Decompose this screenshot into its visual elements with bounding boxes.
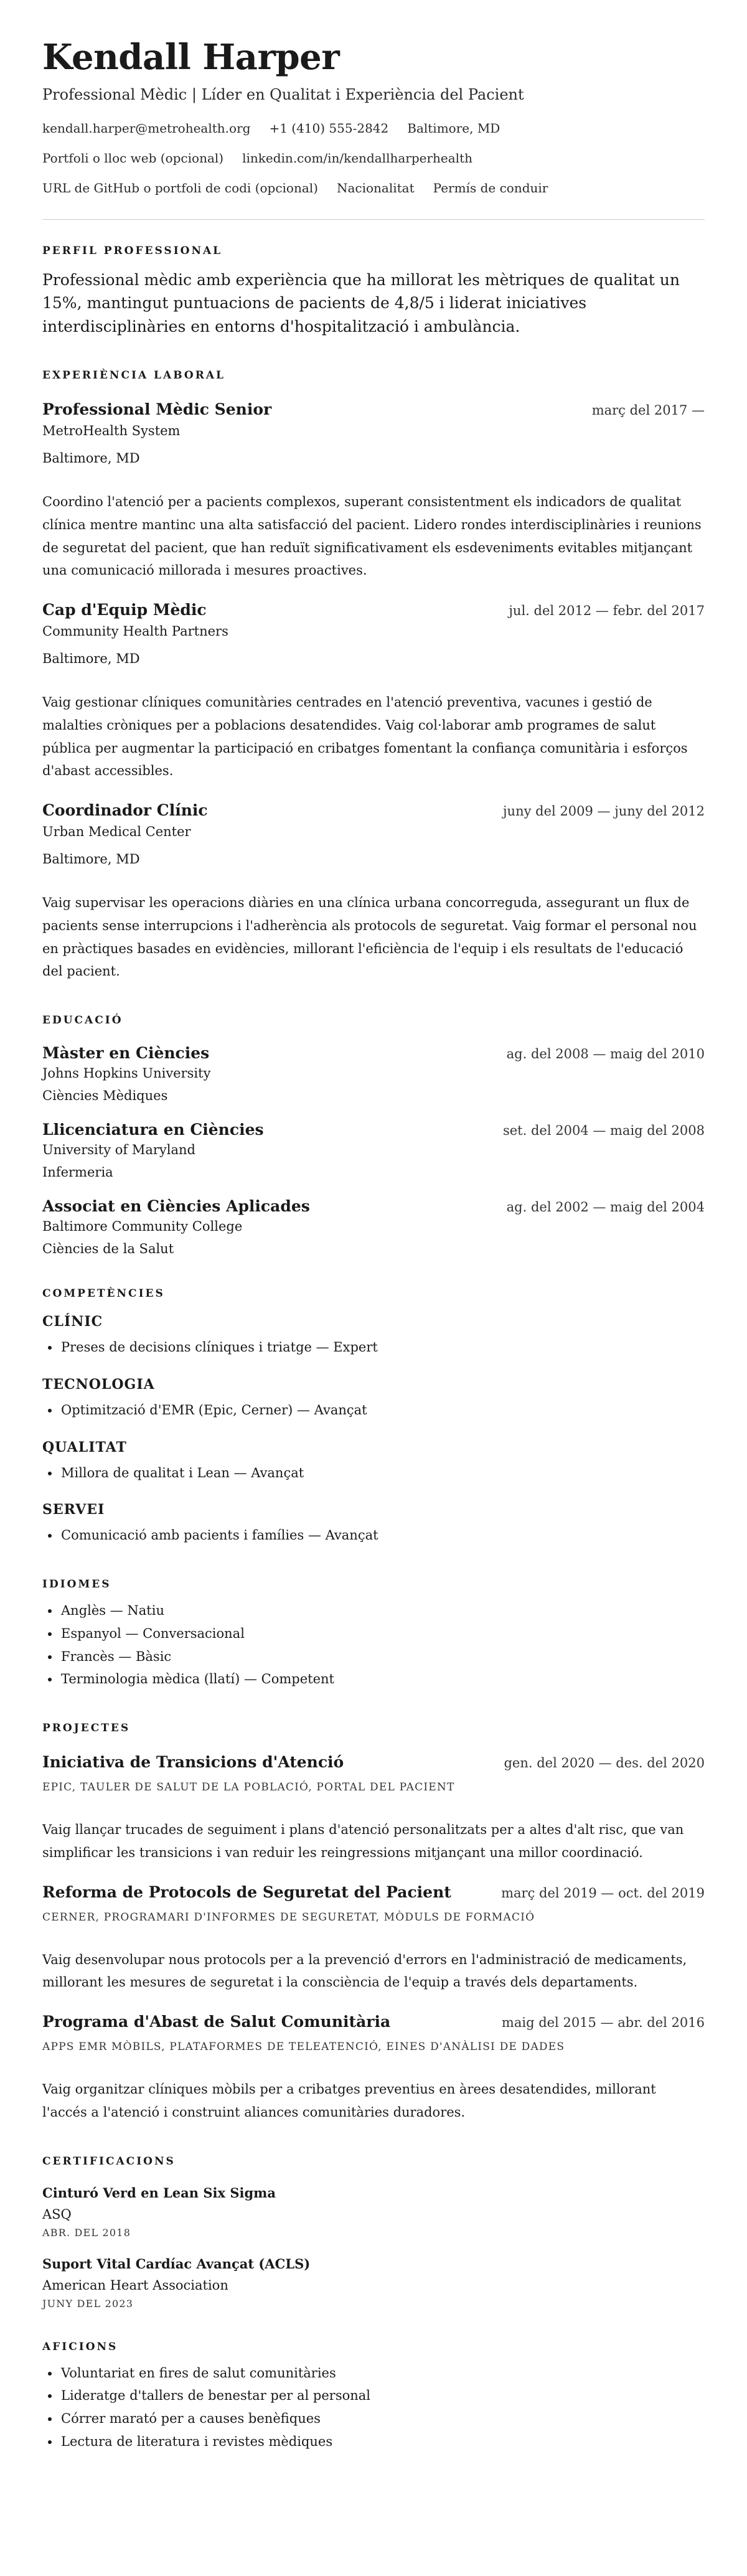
skill-list	[42, 1462, 705, 1485]
degree: Llicenciatura en Ciències	[42, 1121, 264, 1139]
skill-item: • Preses de decisions clíniques i triatge — Expert	[60, 1336, 705, 1359]
field-of-study: Infermeria	[42, 1165, 113, 1180]
job-location: Baltimore, MD	[42, 451, 140, 466]
hobby-list	[42, 2362, 705, 2453]
profile-summary: Professional mèdic amb experiència que ha millorat les mètriques de qualitat un 15%, mantingut puntuacions de pacients de 4,8/5 i liderat iniciatives interdisciplinàries en entorns d'hospitalització i ambulància.	[42, 270, 680, 336]
project-name: Iniciativa de Transicions d'Atenció	[42, 1753, 344, 1772]
hobby-item: • Lectura de literatura i revistes mèdiques	[60, 2430, 705, 2453]
school: University of Maryland	[42, 1142, 195, 1158]
languages-section-title: IDIOMES	[42, 1578, 111, 1591]
certification-entry	[42, 2185, 705, 2239]
degree: Associat en Ciències Aplicades	[42, 1197, 310, 1216]
job-location: Baltimore, MD	[42, 852, 140, 867]
email-link[interactable]: kendall.harper@metrohealth.org	[42, 120, 251, 136]
certification-issuer: American Heart Association	[42, 2277, 228, 2293]
certification-name: Suport Vital Cardíac Avançat (ACLS)	[42, 2255, 311, 2272]
job-title: Cap d'Equip Mèdic	[42, 601, 207, 619]
contact-row-1	[42, 121, 705, 136]
project-dates: març del 2019 — oct. del 2019	[501, 1885, 705, 1901]
language-item: • Terminologia mèdica (llatí) — Competent	[60, 1668, 705, 1691]
field-of-study: Ciències de la Salut	[42, 1241, 174, 1257]
project-dates: gen. del 2020 — des. del 2020	[504, 1756, 705, 1771]
language-list	[42, 1599, 705, 1691]
employer: Community Health Partners	[42, 624, 228, 639]
skill-category: TECNOLOGIA	[42, 1376, 155, 1393]
certification-date: JUNY DEL 2023	[42, 2297, 134, 2310]
skill-item: • Optimització d'EMR (Epic, Cerner) — Avançat	[60, 1399, 705, 1422]
job-title: Coordinador Clínic	[42, 801, 208, 820]
education-entry	[42, 1044, 705, 1103]
skill-category: SERVEI	[42, 1502, 105, 1518]
portfolio-link[interactable]: Portfoli o lloc web (opcional)	[42, 150, 224, 166]
project-entry	[42, 2013, 705, 2124]
certification-entry	[42, 2256, 705, 2310]
hobbies-section-title: AFICIONS	[42, 2340, 118, 2353]
education-dates: ag. del 2008 — maig del 2010	[506, 1046, 705, 1062]
github-link[interactable]: URL de GitHub o portfoli de codi (opcional)	[42, 180, 318, 195]
degree: Màster en Ciències	[42, 1044, 210, 1063]
nationality: Nacionalitat	[336, 180, 415, 195]
education-entry	[42, 1197, 705, 1256]
certifications-section-title: CERTIFICACIONS	[42, 2155, 176, 2168]
job-dates: març del 2017 —	[591, 403, 705, 418]
education-entry	[42, 1121, 705, 1180]
project-entry	[42, 1753, 705, 1864]
job-dates: juny del 2009 — juny del 2012	[503, 804, 705, 819]
skill-list	[42, 1399, 705, 1422]
location: Baltimore, MD	[407, 120, 500, 136]
skill-category: CLÍNIC	[42, 1314, 103, 1330]
experience-section-title: EXPERIÈNCIA LABORAL	[42, 369, 225, 382]
skills-section-title: COMPETÈNCIES	[42, 1287, 165, 1300]
job-description: Vaig supervisar les operacions diàries en una clínica urbana concorreguda, assegurant un flux de pacients sense interrupcions i l'adherència als protocols de seguretat. Vaig formar el personal nou en pràctiques basades en evidències, millorant l'eficiència de l'equip i els resultats de l'educació del pacient.	[42, 895, 697, 979]
language-item: • Anglès — Natiu	[60, 1599, 705, 1622]
contact-row-3	[42, 181, 705, 195]
skill-list	[42, 1336, 705, 1359]
skill-list	[42, 1524, 705, 1547]
project-dates: maig del 2015 — abr. del 2016	[501, 2015, 705, 2031]
job-description: Vaig gestionar clíniques comunitàries centrades en l'atenció preventiva, vacunes i gestió de malalties cròniques per a poblacions desatendides. Vaig col·laborar amb programes de salut pública per augmentar la participació en cribatges fomentant la confiança comunitària i esforços d'abast accessibles.	[42, 695, 688, 779]
language-item: • Espanyol — Conversacional	[60, 1622, 705, 1645]
education-section-title: EDUCACIÓ	[42, 1014, 123, 1027]
projects-section-title: PROJECTES	[42, 1722, 131, 1735]
project-description: Vaig desenvolupar nous protocols per a la prevenció d'errors en l'administració de medicaments, millorant les mesures de seguretat i la consciència de l'equip a través dels departaments.	[42, 1952, 687, 1990]
project-tech: EPIC, TAULER DE SALUT DE LA POBLACIÓ, PORTAL DEL PACIENT	[42, 1781, 455, 1794]
hobby-item: • Voluntariat en fires de salut comunitàries	[60, 2362, 705, 2385]
project-entry	[42, 1883, 705, 1995]
language-item: • Francès — Bàsic	[60, 1645, 705, 1668]
school: Johns Hopkins University	[42, 1066, 211, 1081]
employer: Urban Medical Center	[42, 824, 191, 840]
skill-item: • Comunicació amb pacients i famílies — Avançat	[60, 1524, 705, 1547]
header-divider	[42, 219, 705, 220]
employer: MetroHealth System	[42, 423, 181, 439]
contact-row-2	[42, 151, 705, 166]
hobby-item: • Córrer marató per a causes benèfiques	[60, 2407, 705, 2430]
skill-item: • Millora de qualitat i Lean — Avançat	[60, 1462, 705, 1485]
project-name: Reforma de Protocols de Seguretat del Pacient	[42, 1883, 451, 1901]
education-dates: ag. del 2002 — maig del 2004	[506, 1200, 705, 1215]
headline: Professional Mèdic | Líder en Qualitat i Experiència del Pacient	[42, 85, 524, 103]
certification-date: ABR. DEL 2018	[42, 2226, 131, 2239]
hobby-item: • Lideratge d'tallers de benestar per al personal	[60, 2384, 705, 2407]
project-tech: APPS EMR MÒBILS, PLATAFORMES DE TELEATENCIÓ, EINES D'ANÀLISI DE DADES	[42, 2041, 565, 2054]
profile-section-title: PERFIL PROFESSIONAL	[42, 244, 223, 257]
phone-number: +1 (410) 555-2842	[269, 120, 389, 136]
skill-category: QUALITAT	[42, 1439, 127, 1455]
project-tech: CERNER, PROGRAMARI D'INFORMES DE SEGURETAT, MÒDULS DE FORMACIÓ	[42, 1911, 535, 1924]
job-description: Coordino l'atenció per a pacients complexos, superant consistentment els indicadors de qualitat clínica mentre mantinc una alta satisfacció del pacient. Lidero rondes interdisciplinàries i reunions de seguretat del pacient, que han reduït significativament els esdeveniments evitables mitjançant una comunicació millorada i mesures proactives.	[42, 494, 702, 578]
job-location: Baltimore, MD	[42, 651, 140, 667]
experience-entry	[42, 601, 705, 783]
driving-license: Permís de conduir	[433, 180, 548, 195]
linkedin-link[interactable]: linkedin.com/in/kendallharperhealth	[242, 150, 472, 166]
experience-entry	[42, 400, 705, 582]
project-name: Programa d'Abast de Salut Comunitària	[42, 2013, 391, 2031]
project-description: Vaig llançar trucades de seguiment i plans d'atenció personalitzats per a altes d'alt risc, que van simplificar les transicions i van reduir les reingressions mitjançant una millor coordinació.	[42, 1822, 684, 1860]
job-dates: jul. del 2012 — febr. del 2017	[509, 603, 705, 619]
field-of-study: Ciències Mèdiques	[42, 1088, 168, 1104]
job-title: Professional Mèdic Senior	[42, 400, 272, 419]
school: Baltimore Community College	[42, 1219, 243, 1234]
project-description: Vaig organitzar clíniques mòbils per a cribatges preventius en àrees desatendides, millorant l'accés a l'atenció i construint aliances comunitàries duradores.	[42, 2082, 656, 2120]
certification-name: Cinturó Verd en Lean Six Sigma	[42, 2184, 276, 2201]
experience-entry	[42, 801, 705, 983]
education-dates: set. del 2004 — maig del 2008	[502, 1123, 705, 1139]
candidate-name: Kendall Harper	[42, 37, 340, 78]
certification-issuer: ASQ	[42, 2206, 72, 2222]
